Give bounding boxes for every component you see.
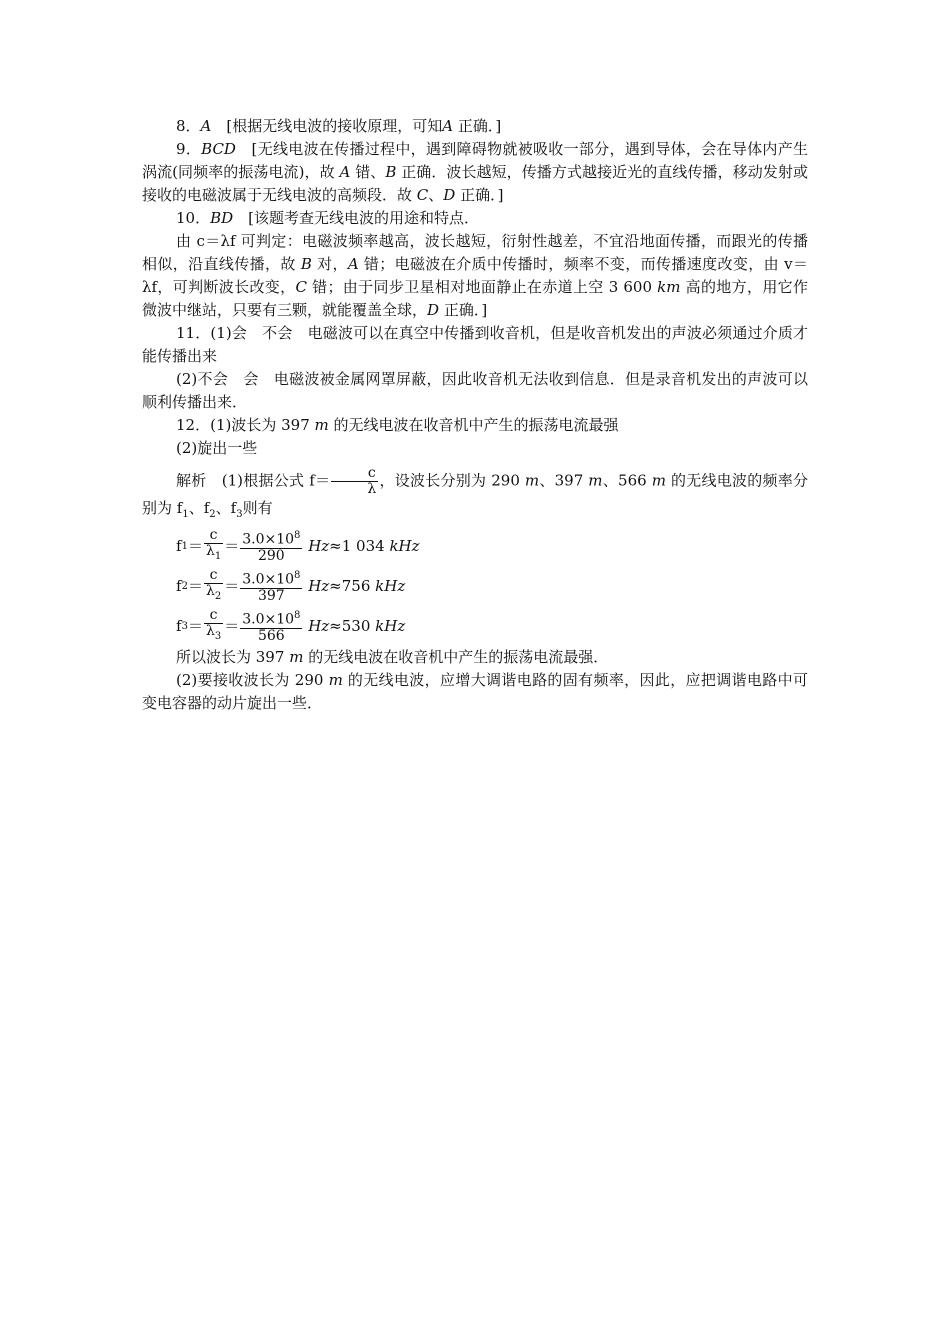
text: 错；电磁波在介质中传播时，频率不变，而传播速度改变，由 v＝λf，可判断波长改变， xyxy=(142,255,808,296)
question-number: 9． xyxy=(176,140,202,158)
answer-sheet xyxy=(142,115,808,715)
result: ≈756 xyxy=(329,576,371,595)
answer-10 xyxy=(142,207,808,230)
analysis-conclusion xyxy=(142,646,808,669)
unit: m xyxy=(524,471,540,490)
fraction-value xyxy=(240,528,302,564)
subscript: 2 xyxy=(181,580,188,592)
analysis-intro xyxy=(142,466,808,526)
text: 正确．] xyxy=(460,186,504,204)
text: 所以波长为 397 xyxy=(176,648,285,666)
numerator: c xyxy=(331,466,378,482)
subscript: 1 xyxy=(181,540,188,552)
numerator xyxy=(240,608,302,629)
denominator: λ xyxy=(367,481,377,497)
fraction-c-over-lambda1 xyxy=(204,528,223,564)
answer-11-part1: 11．(1)会 不会 电磁波可以在真空中传播到收音机，但是收音机发出的声波必须通过介质才能传播出来 xyxy=(142,324,808,365)
text: 、 xyxy=(428,186,444,204)
answer-letter: BCD xyxy=(201,140,236,158)
text: 由 c＝λf 可判定：电磁波频率越高，波长越短，衍射性越差，不宜沿地面传播，而跟光的传播相似，沿直线传播，故 xyxy=(142,232,808,273)
answer-10-explanation xyxy=(142,230,808,322)
denominator xyxy=(204,624,223,644)
text: 3.0×10 xyxy=(242,571,295,588)
subscript: 3 xyxy=(214,630,222,642)
option-letter: D xyxy=(427,301,440,319)
answer-letter: A xyxy=(200,117,212,135)
text: 高的地方，用它作微波中继站，只要有三颗，就能覆盖全球， xyxy=(142,278,809,319)
text: f xyxy=(176,616,182,635)
subscript: 3 xyxy=(236,509,243,520)
fraction-c-over-lambda2 xyxy=(204,568,223,604)
superscript: 8 xyxy=(294,570,301,582)
option-letter: C xyxy=(416,186,429,204)
equals: ＝ xyxy=(187,536,203,555)
denominator xyxy=(204,584,223,604)
option-letter: C xyxy=(295,278,307,296)
text: 3.0×10 xyxy=(242,611,295,628)
subscript: 1 xyxy=(182,509,189,520)
unit: m xyxy=(651,471,666,490)
text: 、397 xyxy=(539,471,584,490)
equation-f1 xyxy=(142,526,808,566)
unit: m xyxy=(588,471,603,490)
result: ≈530 xyxy=(329,616,371,635)
unit: kHz xyxy=(389,536,420,555)
unit: m xyxy=(289,648,304,666)
subscript: 1 xyxy=(214,550,222,562)
text: 3.0×10 xyxy=(242,531,295,548)
text: 、f xyxy=(215,499,237,517)
unit: Hz xyxy=(308,536,330,555)
text: 错、 xyxy=(355,163,386,181)
text: 正确．] xyxy=(443,301,488,319)
superscript: 8 xyxy=(294,530,301,542)
equation-f2 xyxy=(142,566,808,606)
answer-9 xyxy=(142,138,808,207)
numerator xyxy=(240,528,302,549)
unit: kHz xyxy=(375,616,406,635)
text: 的无线电波的频率分别为 f xyxy=(142,471,808,517)
answer-11-part2: (2)不会 会 电磁波被金属网罩屏蔽，因此收音机无法收到信息．但是录音机发出的声波可以顺利传播出来． xyxy=(142,370,808,411)
numerator: c xyxy=(204,568,223,584)
analysis-part2 xyxy=(142,669,808,715)
text: 12．(1)波长为 397 xyxy=(176,416,310,434)
answer-12-part1 xyxy=(142,414,808,437)
unit: m xyxy=(328,671,343,689)
numerator: c xyxy=(204,528,223,544)
numerator: c xyxy=(204,608,223,624)
answer-8 xyxy=(142,115,808,138)
numerator xyxy=(240,568,302,589)
text: λ xyxy=(205,543,215,560)
equation-f3 xyxy=(142,606,808,646)
equals: ＝ xyxy=(224,536,240,555)
denominator: 397 xyxy=(257,587,285,604)
question-number: 8． xyxy=(176,117,201,135)
answer-letter: BD xyxy=(210,209,234,227)
superscript: 8 xyxy=(294,610,301,622)
text: (2)要接收波长为 290 xyxy=(176,671,324,689)
equals: ＝ xyxy=(224,616,240,635)
fraction-value xyxy=(240,568,302,604)
text: 正确．] xyxy=(457,117,502,135)
text: 的无线电波，应增大调谐电路的固有频率，因此，应把调谐电路中可变电容器的动片旋出一些． xyxy=(142,671,808,712)
subscript: 3 xyxy=(181,620,188,632)
text: 则有 xyxy=(242,499,273,517)
denominator: 290 xyxy=(257,547,285,564)
option-letter: B xyxy=(300,255,312,273)
option-letter: A xyxy=(347,255,359,273)
unit: kHz xyxy=(375,576,406,595)
text: 的无线电波在收音机中产生的振荡电流最强 xyxy=(333,416,619,434)
text: λ xyxy=(205,583,215,600)
text: f xyxy=(176,576,182,595)
text: 解析 (1)根据公式 f＝ xyxy=(176,471,331,490)
option-letter: B xyxy=(385,163,397,181)
text: λ xyxy=(205,623,215,640)
text: 对， xyxy=(317,255,348,273)
fraction-c-over-lambda3 xyxy=(204,608,223,644)
option-letter: D xyxy=(443,186,456,204)
unit: Hz xyxy=(308,576,330,595)
equals: ＝ xyxy=(224,576,240,595)
denominator: 566 xyxy=(257,627,285,644)
answer-12-part2: (2)旋出一些 xyxy=(176,439,258,457)
text: [根据无线电波的接收原理，可知 xyxy=(226,117,443,135)
text: f xyxy=(176,536,182,555)
result: ≈1 034 xyxy=(329,536,385,555)
unit: km xyxy=(657,278,681,296)
equals: ＝ xyxy=(187,616,203,635)
text: 、566 xyxy=(602,471,647,490)
text: 的无线电波在收音机中产生的振荡电流最强． xyxy=(308,648,609,666)
text: 正确．波长越短，传播方式越接近光的直线传播，移动发射或接收的电磁波属于无线电波的高频段．故 xyxy=(142,163,808,204)
fraction-c-over-lambda xyxy=(331,466,378,497)
text: [无线电波在传播过程中，遇到障碍物就被吸收一部分，遇到导体，会在导体内产生涡流(同频率的振荡电流)，故 xyxy=(142,140,808,181)
text: 错；由于同步卫星相对地面静止在赤道上空 3 600 xyxy=(312,278,653,296)
equals: ＝ xyxy=(187,576,203,595)
subscript: 2 xyxy=(214,590,222,602)
unit: m xyxy=(314,416,329,434)
denominator xyxy=(204,544,223,564)
option-letter: A xyxy=(442,117,454,135)
text: 、f xyxy=(188,499,210,517)
unit: Hz xyxy=(308,616,330,635)
subscript: 2 xyxy=(209,509,216,520)
fraction-value xyxy=(240,608,302,644)
question-number: 10． xyxy=(176,209,211,227)
text: [该题考查无线电波的用途和特点． xyxy=(248,209,480,227)
text: ，设波长分别为 290 xyxy=(379,471,520,490)
option-letter: A xyxy=(339,163,351,181)
